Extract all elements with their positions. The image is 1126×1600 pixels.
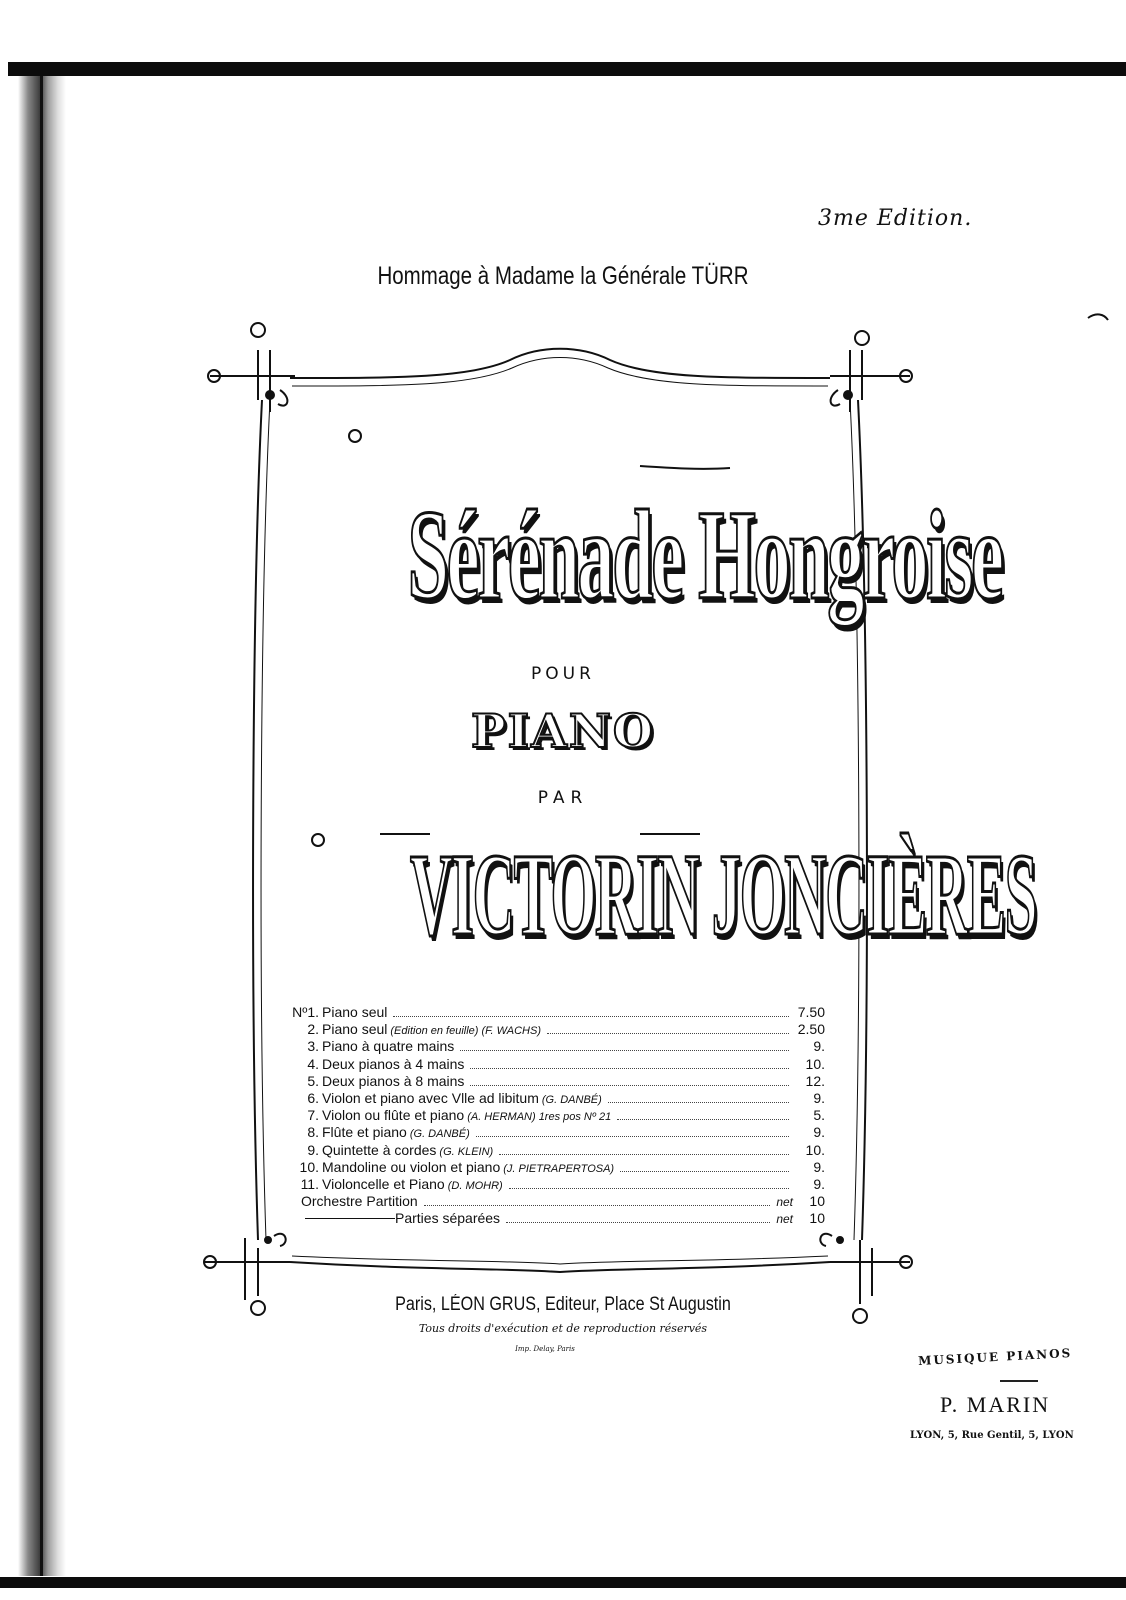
item-net-label: net <box>776 1212 793 1227</box>
item-price: 9. <box>813 1089 825 1106</box>
item-number: 11. <box>300 1175 319 1192</box>
corner-ornament-tr <box>830 331 912 412</box>
item-arranger: (G. DANBÉ) <box>541 1093 602 1106</box>
stamp-heading: MUSIQUE PIANOS <box>917 1345 1073 1369</box>
item-arranger: (G. DANBÉ) <box>409 1128 470 1141</box>
list-item <box>285 1142 825 1159</box>
rights-notice: Tous droits d'exécution et de reproduction réservés <box>418 1322 708 1335</box>
item-number: 4. <box>307 1055 319 1072</box>
leader-dots <box>393 1016 789 1017</box>
list-item <box>285 1176 825 1193</box>
list-item <box>285 1159 825 1176</box>
item-label: Parties séparées <box>395 1210 501 1227</box>
item-price: 10. <box>805 1055 825 1072</box>
leader-dots <box>620 1171 789 1172</box>
leader-dots <box>509 1188 789 1189</box>
stamp-divider <box>1000 1380 1038 1382</box>
arrangements-list <box>285 1004 825 1227</box>
item-arranger: (D. MOHR) <box>447 1179 503 1192</box>
item-label: Deux pianos à 8 mains <box>322 1072 465 1089</box>
item-price: 9. <box>813 1175 825 1192</box>
leader-dots <box>470 1085 789 1086</box>
leader-dots <box>424 1205 771 1206</box>
list-item <box>285 1210 825 1227</box>
item-price: 9. <box>813 1124 825 1141</box>
item-price: 2.50 <box>797 1021 825 1038</box>
corner-ornament-tl <box>208 323 295 412</box>
list-item <box>285 1073 825 1090</box>
edition-label: 3me Edition. <box>818 206 973 231</box>
leader-dots <box>470 1068 789 1069</box>
list-item <box>285 1056 825 1073</box>
item-net-label: net <box>776 1195 793 1210</box>
item-label: Piano seul <box>322 1021 388 1038</box>
item-label: Mandoline ou violon et piano <box>322 1158 501 1175</box>
item-price: 12. <box>805 1072 825 1089</box>
item-price: 9. <box>813 1158 825 1175</box>
item-number: 8. <box>307 1124 319 1141</box>
dedication: Hommage à Madame la Générale TÜRR <box>377 262 749 290</box>
par-label: PAR <box>537 788 589 808</box>
list-item <box>285 1124 825 1141</box>
item-arranger: (G. KLEIN) <box>439 1145 494 1158</box>
pour-label: POUR <box>531 664 595 684</box>
leader-dots <box>506 1222 770 1223</box>
item-label: Violon et piano avec Vlle ad libitum <box>322 1089 539 1106</box>
item-price: 10. <box>805 1141 825 1158</box>
item-number: 3. <box>307 1038 319 1055</box>
item-number: 7. <box>307 1107 319 1124</box>
publisher-line: Paris, LÉON GRUS, Editeur, Place St Augustin <box>395 1294 731 1315</box>
list-item <box>285 1004 825 1021</box>
bottom-border-bar <box>0 1577 1126 1588</box>
item-label: Violoncelle et Piano <box>322 1175 445 1192</box>
list-item <box>285 1021 825 1038</box>
item-label: Violon ou flûte et piano <box>322 1107 465 1124</box>
item-number: 2. <box>307 1021 319 1038</box>
stamp-address: LYON, 5, Rue Gentil, 5, LYON <box>910 1430 1074 1441</box>
instrument-title: PIANO <box>471 704 655 758</box>
item-arranger: (Edition en feuille) (F. WACHS) <box>390 1025 541 1038</box>
printer-credit: Imp. Delay, Paris <box>515 1345 575 1353</box>
list-item <box>285 1107 825 1124</box>
list-item <box>285 1193 825 1210</box>
item-number: 9. <box>307 1141 319 1158</box>
item-price: 10 <box>809 1210 825 1227</box>
item-label: Piano seul <box>322 1004 388 1020</box>
item-arranger: (J. PIETRAPERTOSA) <box>503 1162 615 1175</box>
piece-title: Sérénade Hongroise <box>407 484 1002 626</box>
item-price: 9. <box>813 1038 825 1055</box>
item-label: Orchestre Partition <box>301 1193 418 1210</box>
leader-dots <box>476 1136 789 1137</box>
leader-dots <box>617 1119 789 1120</box>
list-item <box>285 1038 825 1055</box>
composer-name: VICTORIN JONCIÈRES <box>410 829 1036 960</box>
item-number: Nº1. <box>292 1004 319 1020</box>
ditto-dash <box>305 1218 395 1219</box>
list-item <box>285 1090 825 1107</box>
item-number: 10. <box>299 1158 319 1175</box>
item-label: Quintette à cordes <box>322 1141 437 1158</box>
item-number: 5. <box>307 1072 319 1089</box>
item-price: 5. <box>813 1107 825 1124</box>
leader-dots <box>499 1154 789 1155</box>
item-price: 10 <box>809 1193 825 1210</box>
item-price: 7.50 <box>797 1004 825 1020</box>
leader-dots <box>608 1102 789 1103</box>
item-arranger: (A. HERMAN) 1res pos Nº 21 <box>467 1111 612 1124</box>
leader-dots <box>460 1050 789 1051</box>
item-label: Deux pianos à 4 mains <box>322 1055 465 1072</box>
item-number: 6. <box>307 1089 319 1106</box>
item-label: Piano à quatre mains <box>322 1038 455 1055</box>
item-label: Flûte et piano <box>322 1124 407 1141</box>
leader-dots <box>547 1033 789 1034</box>
stamp-name: P. MARIN <box>940 1392 1051 1417</box>
